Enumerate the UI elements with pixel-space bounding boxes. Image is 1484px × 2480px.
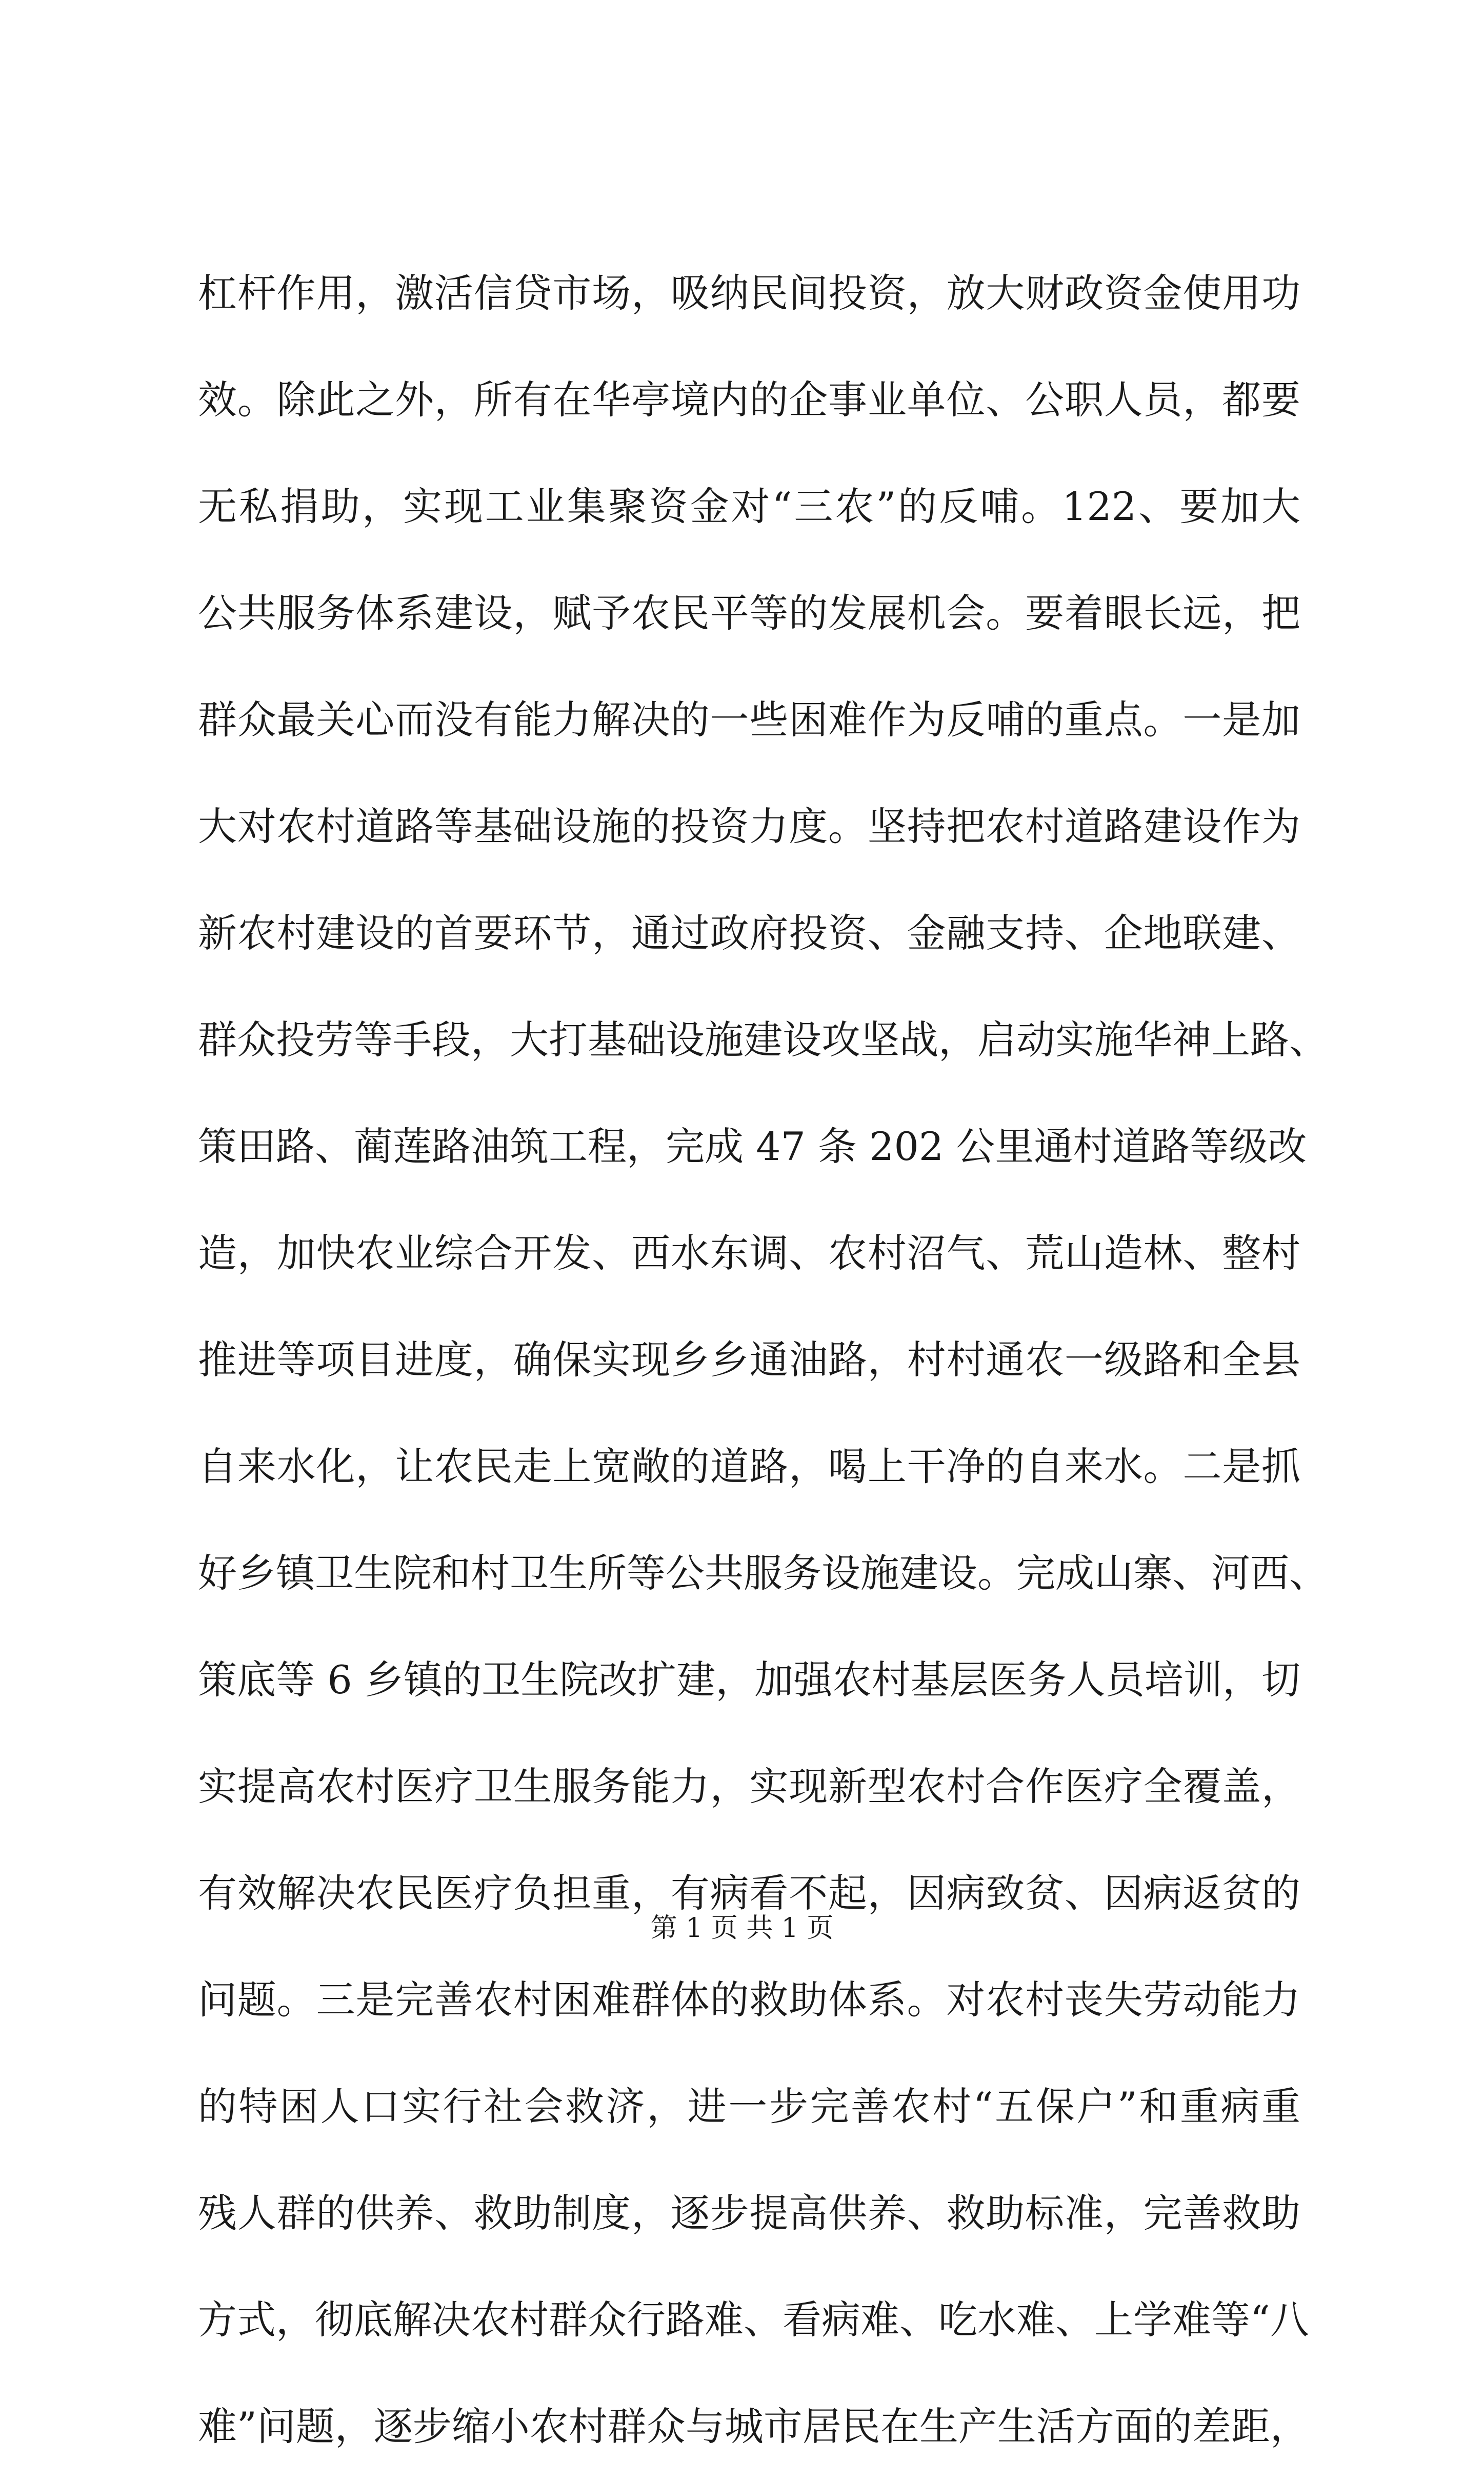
page-footer [0,1910,1484,1946]
text-line: 难”问题，逐步缩小农村群众与城市居民在生产生活方面的差距， [198,2404,1309,2449]
body-text [198,240,1328,2480]
text-line: 有效解决农民医疗负担重，有病看不起，因病致贫、因病返贫的 [198,1870,1300,1916]
text-line: 问题。三是完善农村困难群体的救助体系。对农村丧失劳动能力 [198,1977,1300,2023]
text-line: 公共服务体系建设，赋予农民平等的发展机会。要着眼长远，把 [198,590,1300,636]
page-number-label: 第 1 页 共 1 页 [650,1913,834,1944]
text-line: 好乡镇卫生院和村卫生所等公共服务设施建设。完成山寨、河西、 [198,1550,1328,1596]
text-line: 方式，彻底解决农村群众行路难、看病难、吃水难、上学难等“八 [198,2297,1309,2343]
text-line: 残人群的供养、救助制度，逐步提高供养、救助标准，完善救助 [198,2190,1300,2236]
text-line: 无私捐助，实现工业集聚资金对“三农”的反哺。122、要加大 [198,484,1300,529]
text-line: 实提高农村医疗卫生服务能力，实现新型农村合作医疗全覆盖， [198,1764,1300,1809]
text-line: 群众最关心而没有能力解决的一些困难作为反哺的重点。一是加 [198,697,1300,743]
text-line: 策田路、蔺莲路油筑工程，完成 47 条 202 公里通村道路等级改 [198,1124,1307,1169]
text-line: 大对农村道路等基础设施的投资力度。坚持把农村道路建设作为 [198,804,1300,849]
text-line: 自来水化，让农民走上宽敞的道路，喝上干净的自来水。二是抓 [198,1444,1300,1489]
text-line: 新农村建设的首要环节，通过政府投资、金融支持、企地联建、 [198,910,1300,956]
text-line: 的特困人口实行社会救济，进一步完善农村“五保户”和重病重 [198,2084,1300,2129]
text-line: 推进等项目进度，确保实现乡乡通油路，村村通农一级路和全县 [198,1337,1300,1383]
text-line: 杠杆作用，激活信贷市场，吸纳民间投资，放大财政资金使用功 [198,270,1300,316]
text-line: 策底等 6 乡镇的卫生院改扩建，加强农村基层医务人员培训，切 [198,1657,1300,1703]
text-line: 效。除此之外，所有在华亭境内的企事业单位、公职人员，都要 [198,377,1300,423]
text-line: 造，加快农业综合开发、西水东调、农村沼气、荒山造林、整村 [198,1230,1300,1276]
text-line: 群众投劳等手段，大打基础设施建设攻坚战，启动实施华神上路、 [198,1017,1328,1063]
